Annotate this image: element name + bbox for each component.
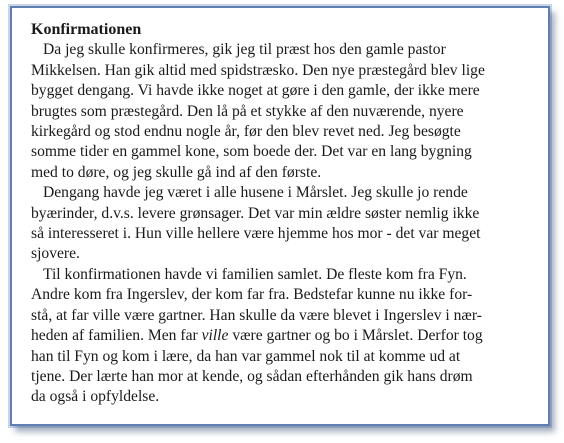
text-line: Til konfirmationen havde vi familien samlet. De fleste kom fra Fyn.: [43, 265, 467, 283]
text-line: Dengang havde jeg været i alle husene i Mårslet. Jeg skulle jo rende: [43, 184, 468, 202]
text-segment: heden af familien. Men far: [31, 327, 202, 345]
text-line: Da jeg skulle konfirmeres, gik jeg til præst hos den gamle pastor: [43, 41, 446, 59]
text-line: så interesseret i. Hun ville hellere være hjemme hos mor - det var meget: [31, 225, 481, 243]
document-heading: Konfirmationen: [31, 21, 142, 38]
text-line: stå, at far ville være gartner. Han skulle da være blevet i Ingerslev i nær-: [31, 306, 482, 324]
text-line: sjovere.: [31, 245, 80, 263]
text-line: da også i opfyldelse.: [31, 388, 160, 406]
text-line-with-italic: [31, 326, 547, 346]
text-line: somme tider en gammel kone, som boede der. Det var en lang bygning: [31, 143, 472, 161]
text-line: Mikkelsen. Han gik altid med spidstræsko. Den nye præstegård blev lige: [31, 61, 485, 79]
text-line: byærinder, d.v.s. levere grønsager. Det var min ældre søster nemlig ikke: [31, 204, 480, 222]
text-segment: være gartner og bo i Mårslet. Derfor tog: [228, 327, 483, 345]
text-line: han til Fyn og kom i lære, da han var gammel nok til at komme ud at: [31, 347, 461, 365]
text-line: tjene. Der lærte han mor at kende, og sådan efterhånden gik hans drøm: [31, 367, 473, 385]
italic-word: ville: [201, 327, 229, 345]
document-frame: [10, 6, 550, 426]
text-line: bygget dengang. Vi havde ikke noget at gøre i den gamle, der ikke mere: [31, 82, 480, 100]
text-line: brugtes som præstegård. Den lå på et stykke af den nuværende, nyere: [31, 102, 464, 120]
text-line: kirkegård og stod endnu nogle år, før den blev revet ned. Jeg besøgte: [31, 123, 461, 141]
text-line: Andre kom fra Ingerslev, der kom far fra. Bedstefar kunne nu ikke for-: [31, 286, 473, 304]
document-text: [31, 20, 547, 408]
text-line: med to døre, og jeg skulle gå ind af den første.: [31, 163, 322, 181]
